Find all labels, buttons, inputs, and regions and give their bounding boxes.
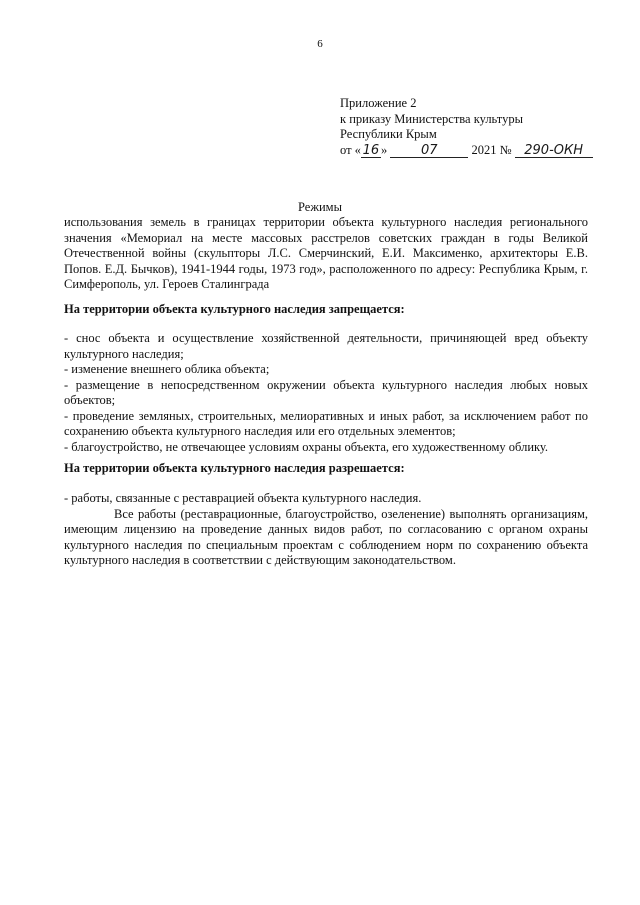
document-title: Режимы	[298, 200, 342, 214]
list-item: - работы, связанные с реставрацией объекта культурного наследия.	[64, 491, 422, 505]
allowed-section	[64, 491, 588, 569]
intro-paragraph: использования земель в границах территории объекта культурного наследия регионального значения «Мемориал на месте массовых расстрелов советских граждан в годы Великой Отечественной войны (скульпторы Л.С. Смерчинский, Е.И. Максименко, архитекторы Е.В. Попов. Е.Д. Бычков), 1941-1944 годы, 1973 год», расположенного по адресу: Республика Крым, г. Симферополь, ул. Героев Сталинграда	[64, 215, 588, 291]
allowed-paragraph: Все работы (реставрационные, благоустройство, озеленение) выполнять организациям, имеющим лицензию на проведение данных видов работ, по согласованию с органом охраны культурного наследия по специальным проектам с соблюдением норм по сохранению объекта культурного наследия в соответствии с действующим законодательством.	[64, 506, 588, 567]
list-item: - размещение в непосредственном окружении объекта культурного наследия любых новых объектов;	[64, 377, 588, 407]
handwritten-order-number: 290-ОКН	[515, 145, 593, 158]
forbidden-list	[64, 331, 588, 455]
handwritten-day: 16	[362, 142, 380, 158]
list-item: - проведение земляных, строительных, мелиоративных и иных работ, за исключением работ по сохранению объекта культурного наследия или его отдельных элементов;	[64, 408, 588, 438]
allowed-heading: На территории объекта культурного наследия разрешается:	[64, 461, 405, 475]
appendix-line-1: Приложение 2	[340, 96, 417, 110]
page-number: 6	[317, 38, 323, 50]
handwritten-month: 07	[390, 145, 468, 158]
appendix-line-2: к приказу Министерства культуры	[340, 111, 523, 126]
appendix-block	[340, 96, 620, 158]
forbidden-heading: На территории объекта культурного наследия запрещается:	[64, 302, 405, 316]
year-and-number-label: 2021 №	[471, 142, 512, 157]
appendix-line-3: Республики Крым	[340, 127, 437, 141]
list-item: - благоустройство, не отвечающее условиям охраны объекта, его художественному облику.	[64, 439, 549, 454]
list-item: - снос объекта и осуществление хозяйственной деятельности, причиняющей вред объекту культурного наследия;	[64, 331, 588, 361]
date-mid: »	[380, 142, 388, 157]
date-prefix: от «	[340, 142, 361, 157]
list-item: - изменение внешнего облика объекта;	[64, 362, 270, 376]
order-date-line	[340, 143, 620, 159]
